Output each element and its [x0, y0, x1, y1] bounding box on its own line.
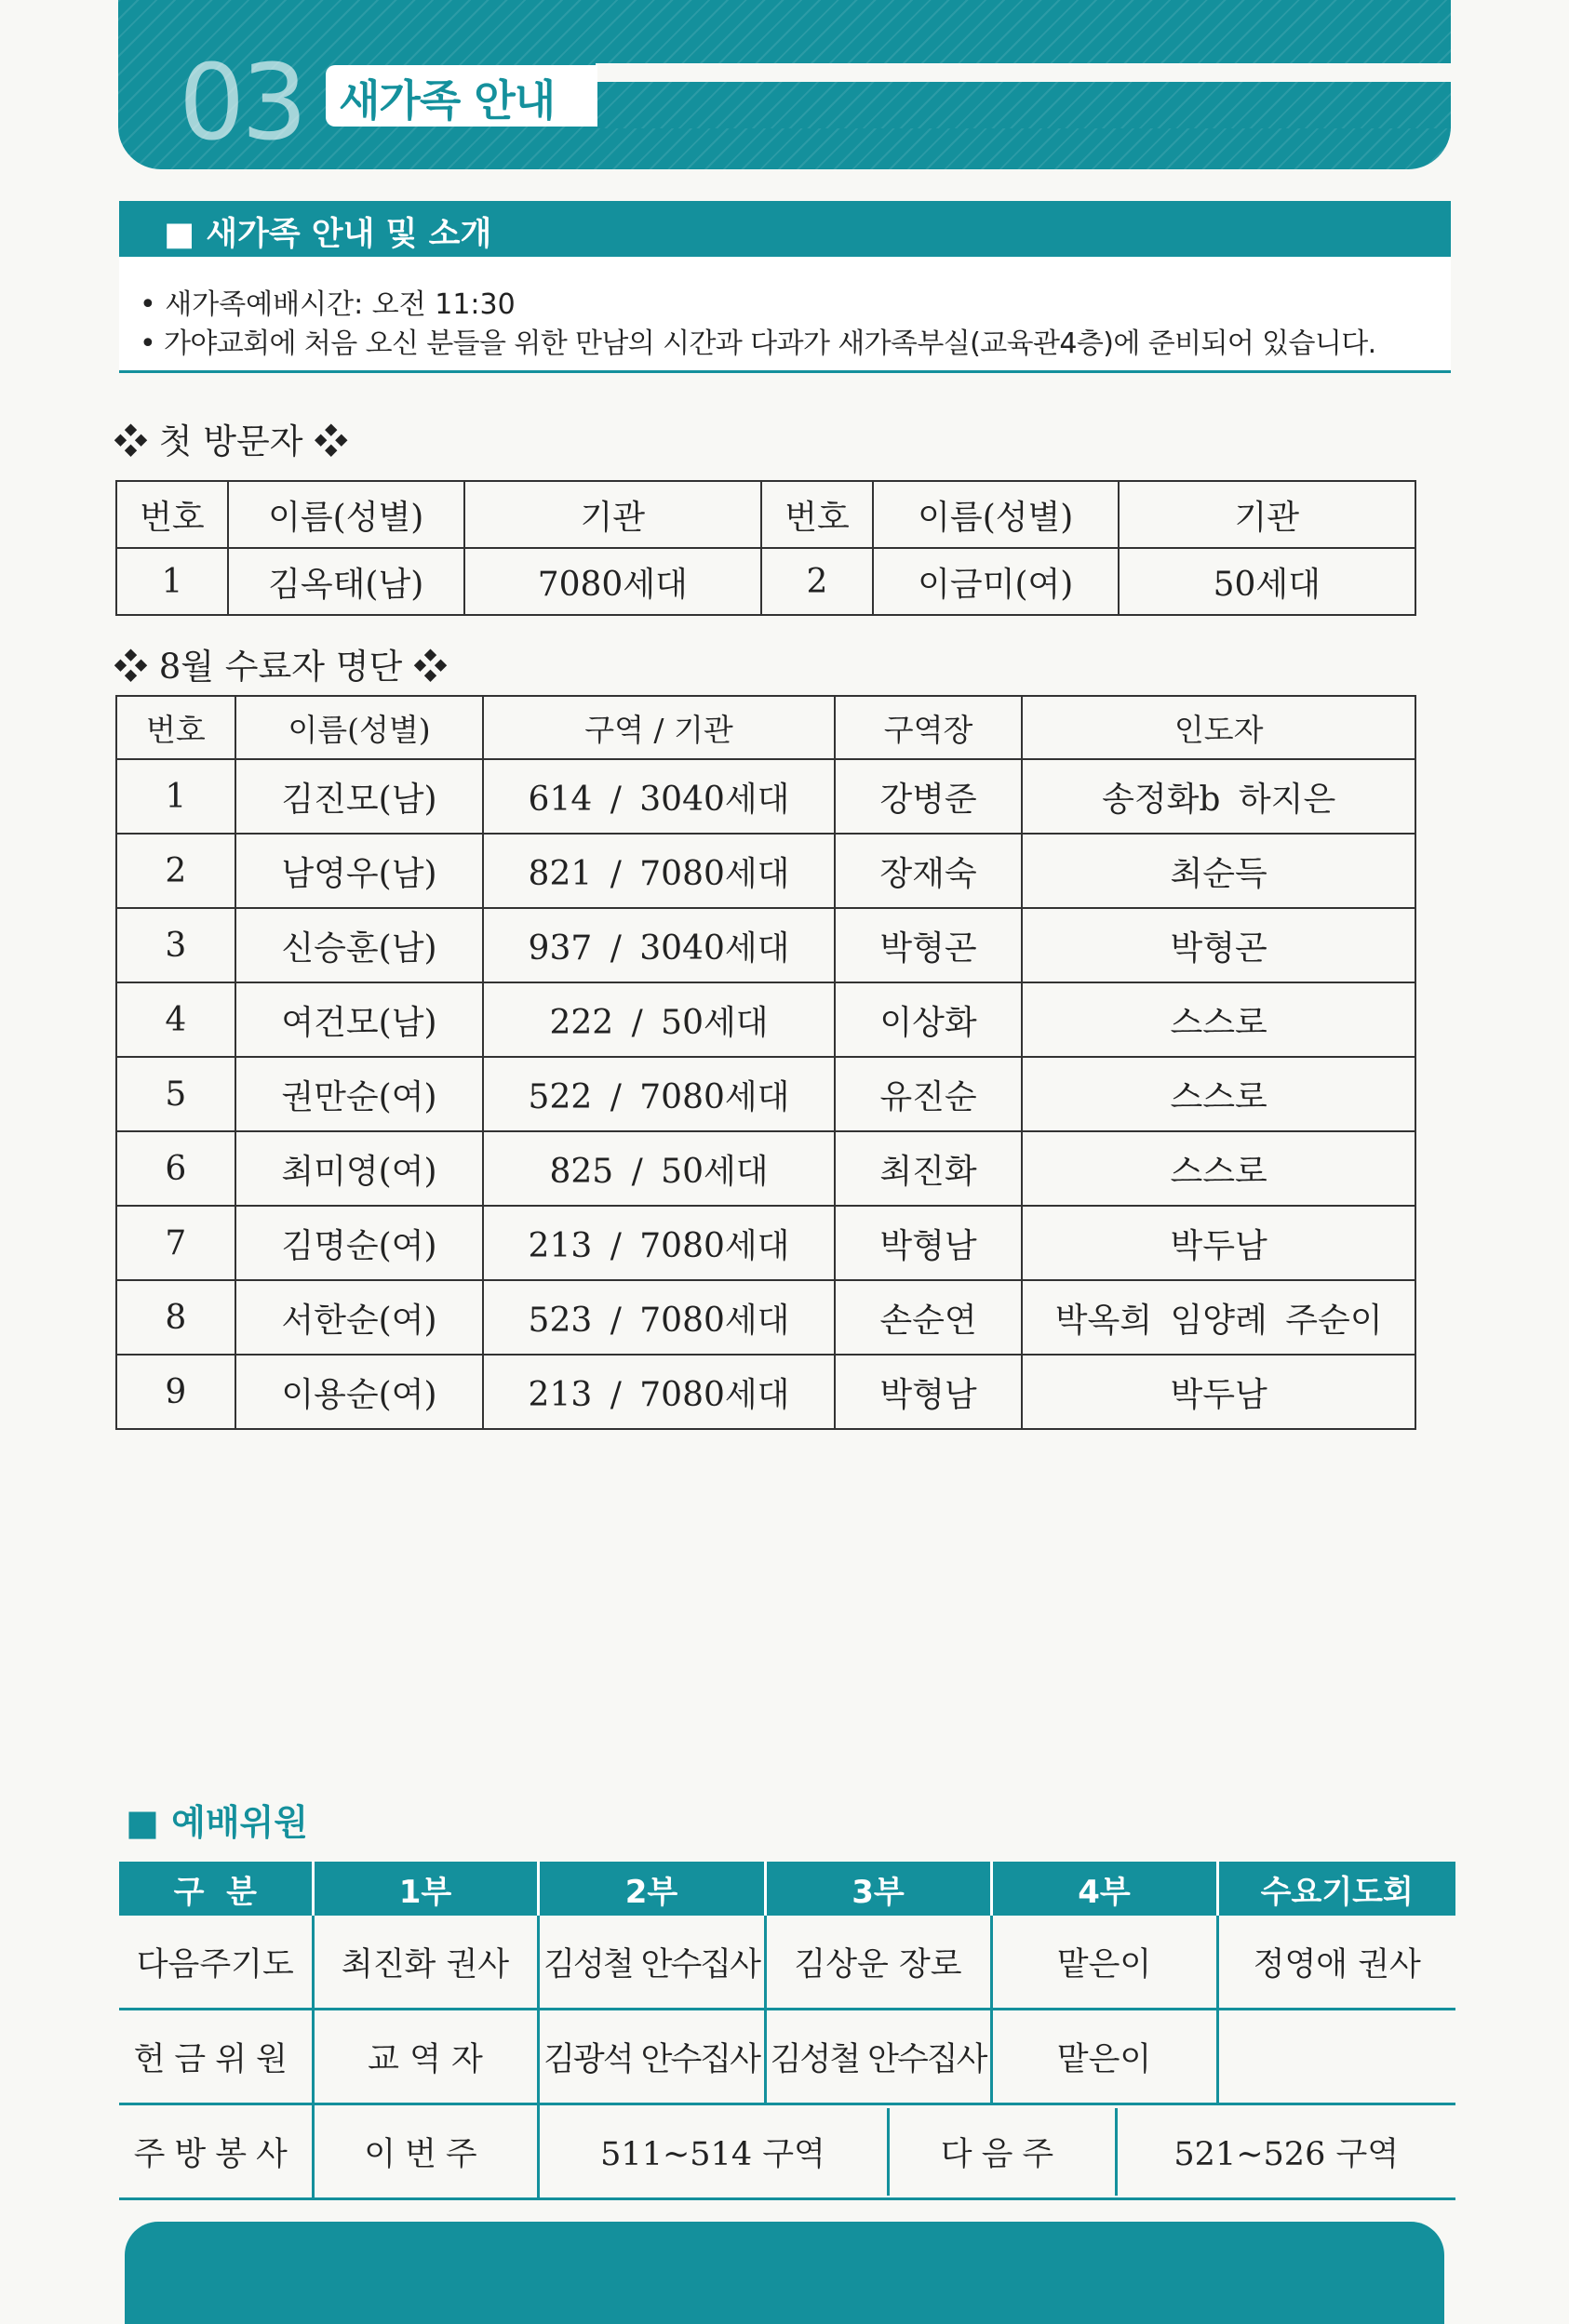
table-row: [116, 1355, 1415, 1429]
this-week-zone: 511~514 구역: [540, 2108, 890, 2196]
header-cell: 이름(성별): [228, 481, 464, 548]
row-label: 다음주기도: [119, 1916, 313, 2010]
table-cell: [765, 2010, 991, 2104]
cell-text: 김성철 안수집사: [543, 1945, 759, 1983]
header-cell: 구역장: [835, 696, 1023, 759]
visitors-title: ❖ 첫 방문자 ❖: [114, 421, 349, 461]
table-cell: 이상화: [835, 982, 1023, 1057]
next-week-label: 다음주: [890, 2108, 1118, 2196]
kitchen-zones-row: [540, 2108, 1456, 2196]
table-row: [116, 759, 1415, 834]
header-lower-band: [596, 82, 1451, 128]
header-cell: 기관: [1119, 481, 1415, 548]
table-cell: 7: [116, 1206, 235, 1280]
table-cell: 이금미(여): [873, 548, 1119, 615]
table-cell: 남영우(남): [235, 834, 484, 908]
table-cell: 6: [116, 1131, 235, 1206]
table-cell: 맡은이: [991, 1916, 1217, 2010]
table-row: [116, 834, 1415, 908]
graduates-table: [115, 695, 1416, 1430]
table-row: [116, 908, 1415, 982]
header-cell: [119, 1862, 313, 1916]
table-cell: [1217, 2010, 1455, 2104]
table-cell: 박두남: [1022, 1355, 1415, 1429]
table-cell: 213 / 7080세대: [483, 1206, 835, 1280]
table-cell: 박형남: [835, 1206, 1023, 1280]
worship-row-offering: [119, 2010, 1455, 2104]
table-cell: 장재숙: [835, 834, 1023, 908]
cell-text: 김성철 안수집사: [770, 2040, 986, 2078]
table-cell: [538, 2010, 765, 2104]
table-cell: 825 / 50세대: [483, 1131, 835, 1206]
header-cell: 3부: [765, 1862, 991, 1916]
header-cell: 1부: [313, 1862, 538, 1916]
table-cell: 1: [116, 548, 228, 615]
table-cell: 2: [116, 834, 235, 908]
table-cell: 4: [116, 982, 235, 1057]
table-cell: 스스로: [1022, 982, 1415, 1057]
table-cell: 8: [116, 1280, 235, 1355]
table-cell: 스스로: [1022, 1057, 1415, 1131]
table-cell: 박형곤: [835, 908, 1023, 982]
visitors-header-row: [116, 481, 1415, 548]
header-cell: 이름(성별): [873, 481, 1119, 548]
table-cell: 2: [761, 548, 873, 615]
table-cell: 최진화 권사: [313, 1916, 538, 2010]
table-row: [116, 1280, 1415, 1355]
table-cell: 송정화b 하지은: [1022, 759, 1415, 834]
worship-title: ■ 예배위원: [126, 1802, 308, 1843]
table-cell: [538, 1916, 765, 2010]
graduates-title: ❖ 8월 수료자 명단 ❖: [114, 647, 449, 687]
table-cell: 박옥희 임양례 주순이: [1022, 1280, 1415, 1355]
table-cell: 유진순: [835, 1057, 1023, 1131]
table-cell: 3: [116, 908, 235, 982]
header-cell: 번호: [116, 696, 235, 759]
intro-item-worship-time: • 새가족예배시간: 오전 11:30: [140, 288, 516, 321]
section-title: 새가족 안내: [339, 75, 556, 126]
header-cell: 구역 / 기관: [483, 696, 835, 759]
table-cell: 맡은이: [991, 2010, 1217, 2104]
table-row: [116, 1057, 1415, 1131]
table-cell: 522 / 7080세대: [483, 1057, 835, 1131]
visitors-table: [115, 480, 1416, 616]
table-cell: 213 / 7080세대: [483, 1355, 835, 1429]
row-label: 헌금위원: [119, 2010, 313, 2104]
table-cell: 523 / 7080세대: [483, 1280, 835, 1355]
table-cell: 5: [116, 1057, 235, 1131]
table-cell: 박형남: [835, 1355, 1023, 1429]
table-cell: 서한순(여): [235, 1280, 484, 1355]
header-stripe: [596, 63, 1451, 82]
table-cell: 김진모(남): [235, 759, 484, 834]
section-number: 03: [179, 43, 304, 164]
kitchen-zones: [538, 2104, 1455, 2199]
header-cell: 2부: [538, 1862, 765, 1916]
table-cell: 손순연: [835, 1280, 1023, 1355]
worship-row-prayer: [119, 1916, 1455, 2010]
table-cell: 신승훈(남): [235, 908, 484, 982]
worship-header-row: [119, 1862, 1455, 1916]
intro-heading: ■ 새가족 안내 및 소개: [164, 216, 492, 253]
worship-table: [119, 1862, 1455, 2200]
table-row: [116, 548, 1415, 615]
table-cell: 최진화: [835, 1131, 1023, 1206]
next-week-zone: 521~526 구역: [1173, 2135, 1400, 2173]
table-cell: 김명순(여): [235, 1206, 484, 1280]
table-cell: 이용순(여): [235, 1355, 484, 1429]
intro-item-welcome: • 가야교회에 처음 오신 분들을 위한 만남의 시간과 다과가 새가족부실(교육관4층)에 준비되어 있습니다.: [140, 327, 1376, 360]
table-cell: 9: [116, 1355, 235, 1429]
table-cell: 강병준: [835, 759, 1023, 834]
graduates-header-row: [116, 696, 1415, 759]
header-cell: 수요기도회: [1217, 1862, 1455, 1916]
table-cell: 여건모(남): [235, 982, 484, 1057]
footer-band: [125, 2222, 1444, 2324]
table-cell: 7080세대: [464, 548, 762, 615]
header-cell: 번호: [761, 481, 873, 548]
table-cell: 1: [116, 759, 235, 834]
header-cell: 기관: [464, 481, 762, 548]
table-cell: 최순득: [1022, 834, 1415, 908]
table-cell: 최미영(여): [235, 1131, 484, 1206]
table-cell: 교 역 자: [313, 2010, 538, 2104]
table-cell: 222 / 50세대: [483, 982, 835, 1057]
table-row: [116, 1206, 1415, 1280]
worship-row-kitchen: [119, 2104, 1455, 2199]
table-row: [116, 982, 1415, 1057]
cell-text: 김광석 안수집사: [543, 2040, 759, 2078]
table-cell: 50세대: [1119, 548, 1415, 615]
header-cell: 이름(성별): [235, 696, 484, 759]
row-label: 주방봉사: [119, 2104, 313, 2199]
table-cell: 박형곤: [1022, 908, 1415, 982]
this-week-label: 이번주: [313, 2104, 538, 2199]
table-cell: 937 / 3040세대: [483, 908, 835, 982]
header-cell: 4부: [991, 1862, 1217, 1916]
header-cell: 인도자: [1022, 696, 1415, 759]
table-cell: 스스로: [1022, 1131, 1415, 1206]
header-label: 구 분: [173, 1873, 257, 1911]
table-cell: 권만순(여): [235, 1057, 484, 1131]
table-cell: 821 / 7080세대: [483, 834, 835, 908]
header-cell: 번호: [116, 481, 228, 548]
table-row: [116, 1131, 1415, 1206]
table-cell: 김옥태(남): [228, 548, 464, 615]
table-cell: 정영애 권사: [1217, 1916, 1455, 2010]
table-cell: 김상운 장로: [765, 1916, 991, 2010]
table-cell: 박두남: [1022, 1206, 1415, 1280]
table-cell: 614 / 3040세대: [483, 759, 835, 834]
